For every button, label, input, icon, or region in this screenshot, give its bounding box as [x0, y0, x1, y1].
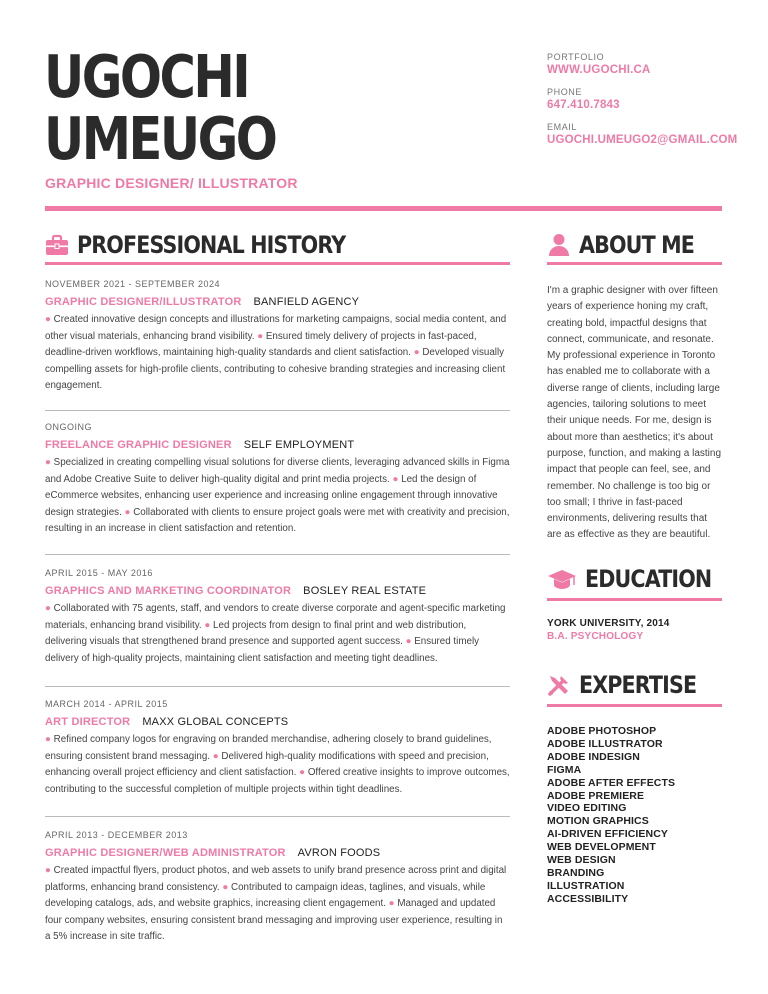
- job-bullet: Collaborated with 75 agents, staff, and vendors to create diverse corporate and agent-specific marketing materials, enhancing brand visibility.: [45, 603, 506, 631]
- job-role: GRAPHIC DESIGNER/WEB ADMINISTRATOR: [45, 847, 286, 859]
- job-entry: [45, 421, 510, 538]
- skill-item: WEB DESIGN: [547, 854, 616, 867]
- skill-item: BRANDING: [547, 866, 605, 879]
- job-company: BOSLEY REAL ESTATE: [303, 585, 427, 597]
- skill-item: MOTION GRAPHICS: [547, 815, 649, 828]
- portfolio-link[interactable]: WWW.UGOCHI.CA: [547, 64, 651, 76]
- job-dates: APRIL 2013 - DECEMBER 2013: [45, 830, 188, 840]
- job-divider: [45, 554, 510, 555]
- job-company: MAXX GLOBAL CONCEPTS: [142, 716, 289, 728]
- about-me-underline: [547, 262, 722, 265]
- job-company: AVRON FOODS: [297, 847, 381, 859]
- skill-item: ADOBE PHOTOSHOP: [547, 725, 657, 737]
- job-bullet: Created impactful flyers, product photos, and web assets to unify brand presence across print and digital platforms, enhancing brand consistency.: [45, 865, 507, 893]
- job-bullet: Led the design of eCommerce websites, enhancing user experience and increasing online engagement through innovative design strategies.: [45, 473, 498, 518]
- professional-history-heading: [45, 231, 389, 259]
- skill-item: AI-DRIVEN EFFICIENCY: [547, 828, 669, 841]
- job-bullet: Managed and updated four company websites, ensuring consistent brand messaging and improving user experience, resulting in a 5% increase in site traffic.: [45, 898, 503, 942]
- skill-item: VIDEO EDITING: [547, 802, 627, 815]
- email-label: EMAIL: [547, 122, 578, 132]
- email-link[interactable]: UGOCHI.UMEUGO2@GMAIL.COM: [547, 134, 738, 146]
- job-bullet: Offered creative insights to improve outcomes, contributing to the successful completion of multiple projects within tight deadlines.: [45, 767, 510, 795]
- job-company: BANFIELD AGENCY: [253, 296, 360, 308]
- job-role: GRAPHICS AND MARKETING COORDINATOR: [45, 585, 292, 597]
- job-entry: [45, 278, 510, 395]
- job-description: ● Created impactful flyers, product photos, and web assets to unify brand presence across print and digital platforms, enhancing brand consistency. ● Contributed to campaign ideas, taglines, and visuals, while developing catalogs, ads, and website graphics, increasing client engagement. ● Managed and updated four company websites, ensuring consistent brand messaging and improving user experience, resulting in a 5% increase in site traffic.: [45, 865, 507, 942]
- job-entry: [45, 698, 510, 798]
- job-description: ● Created innovative design concepts and illustrations for marketing campaigns, social media content, and other visual materials, enhancing brand visibility. ● Ensured timely delivery of projects in fast-paced, deadline-driven workflows, maintaining high-quality standards and client satisfaction. ● Developed visually compelling assets for high-profile clients, contributing to cohesive branding strategies and increasing client engagement.: [45, 314, 507, 391]
- job-bullet: Refined company logos for engraving on branded merchandise, adhering closely to brand guidelines, ensuring consistent brand messaging.: [45, 734, 492, 762]
- first-name: UGOCHI: [44, 42, 249, 111]
- job-role: GRAPHIC DESIGNER/ILLUSTRATOR: [45, 296, 242, 308]
- job-entry: [45, 829, 510, 946]
- education-underline: [547, 598, 722, 601]
- skill-item: WEB DEVELOPMENT: [547, 841, 656, 854]
- professional-history-underline: [45, 262, 510, 265]
- header-divider-bar: [45, 206, 722, 211]
- job-bullet: Specialized in creating compelling visual solutions for diverse clients, leveraging advanced skills in Figma and Adobe Creative Suite to deliver high-quality digital and print media projects.: [45, 457, 510, 485]
- phone-label: PHONE: [547, 87, 583, 97]
- job-bullet: Contributed to campaign ideas, taglines, and visuals, while developing catalogs, ads, and website graphics, increasing client engagement.: [45, 881, 486, 909]
- tools-icon: [547, 673, 571, 697]
- skill-item: ADOBE AFTER EFFECTS: [547, 776, 676, 789]
- job-bullet: Created innovative design concepts and illustrations for marketing campaigns, social media content, and other visual materials, enhancing brand visibility.: [45, 314, 507, 342]
- skill-item: ADOBE INDESIGN: [547, 750, 640, 763]
- education-school: YORK UNIVERSITY, 2014: [547, 618, 670, 629]
- person-icon: [547, 233, 571, 257]
- skill-item: ADOBE PREMIERE: [547, 789, 645, 802]
- skill-item: FIGMA: [547, 763, 582, 776]
- job-divider: [45, 686, 510, 687]
- skill-item: ACCESSIBILITY: [547, 892, 629, 905]
- skill-item: ILLUSTRATION: [547, 879, 625, 892]
- candidate-name: [44, 42, 330, 173]
- about-me-heading: [547, 231, 713, 259]
- job-dates: ONGOING: [45, 422, 93, 432]
- about-me-title: ABOUT ME: [579, 231, 695, 259]
- job-description: ● Specialized in creating compelling visual solutions for diverse clients, leveraging advanced skills in Figma and Adobe Creative Suite to deliver high-quality digital and print media projects. ● Led the design of eCommerce websites, enhancing user experience and increasing online engagement through innovative design strategies. ● Collaborated with clients to ensure project goals were met with creativity and precision, resulting in an increase in client satisfaction and retention.: [45, 457, 510, 534]
- education-title: EDUCATION: [585, 565, 712, 593]
- job-bullet: Led projects from design to final print and web distribution, delivering visuals that strengthened brand presence and supported agent success.: [45, 619, 467, 647]
- expertise-title: EXPERTISE: [579, 671, 697, 699]
- phone-number[interactable]: 647.410.7843: [547, 99, 620, 111]
- job-dates: NOVEMBER 2021 - SEPTEMBER 2024: [45, 279, 221, 289]
- job-bullet: Ensured timely delivery of high-quality projects, maintaining client satisfaction and meeting tight deadlines.: [45, 636, 480, 664]
- job-dates: APRIL 2015 - MAY 2016: [45, 568, 153, 578]
- expertise-heading: [547, 671, 715, 699]
- education-entry: [547, 617, 670, 643]
- job-company: SELF EMPLOYMENT: [243, 439, 355, 451]
- job-role: FREELANCE GRAPHIC DESIGNER: [45, 439, 232, 451]
- skills-list: [547, 725, 675, 906]
- job-dates: MARCH 2014 - APRIL 2015: [45, 699, 168, 709]
- skill-item: ADOBE ILLUSTRATOR: [547, 737, 663, 750]
- job-divider: [45, 816, 510, 817]
- education-degree: B.A. PSYCHOLOGY: [547, 631, 644, 642]
- job-entry: [45, 567, 510, 667]
- education-heading: [547, 565, 732, 593]
- job-bullet: Ensured timely delivery of projects in fast-paced, deadline-driven workflows, maintaining high-quality standards and client satisfaction.: [45, 330, 477, 358]
- job-description: ● Collaborated with 75 agents, staff, and vendors to create diverse corporate and agent-specific marketing materials, enhancing brand visibility. ● Led projects from design to final print and web distribution, delivering visuals that strengthened brand presence and supported agent success. ● Ensured timely delivery of high-quality projects, maintaining client satisfaction and meeting tight deadlines.: [45, 603, 506, 664]
- expertise-underline: [547, 704, 722, 707]
- job-bullet: Developed visually compelling assets for high-profile clients, contributing to cohesive branding strategies and increasing client engagement.: [45, 347, 506, 391]
- job-title-subtitle: GRAPHIC DESIGNER/ ILLUSTRATOR: [45, 175, 298, 191]
- job-description: ● Refined company logos for engraving on branded merchandise, adhering closely to brand guidelines, ensuring consistent brand messaging. ● Delivered high-quality modifications with speed and precision, enhancing overall project efficiency and client satisfaction. ● Offered creative insights to improve outcomes, contributing to the successful completion of multiple projects within tight deadlines.: [45, 734, 510, 795]
- job-role: ART DIRECTOR: [45, 716, 131, 728]
- contact-block: [547, 52, 747, 157]
- job-bullet: Delivered high-quality modifications with speed and precision, enhancing overall project efficiency and client satisfaction.: [45, 750, 489, 778]
- job-divider: [45, 410, 510, 411]
- professional-history-title: PROFESSIONAL HISTORY: [77, 231, 346, 259]
- portfolio-label: PORTFOLIO: [547, 52, 605, 62]
- job-bullet: Collaborated with clients to ensure project goals were met with creativity and precision, resulting in an increase in client satisfaction and retention.: [45, 506, 510, 534]
- briefcase-icon: [45, 233, 69, 257]
- last-name: UMEUGO: [44, 104, 276, 173]
- about-me-text: I'm a graphic designer with over fifteen years of experience honing my craft, creating bold, impactful designs that connect, communicate, and resonate. My professional experience in Toronto has enabled me to collaborate with a diverse range of clients, including large agencies, tailoring solutions to meet their unique needs. For me, design is about more than aesthetics; it's about purpose, function, and making a lasting impact that people can feel, see, and remember. No challenge is too big or too small; I thrive in fast-paced environments, delivering results that are as effective as they are beautiful.: [547, 285, 721, 541]
- graduation-cap-icon: [547, 567, 577, 591]
